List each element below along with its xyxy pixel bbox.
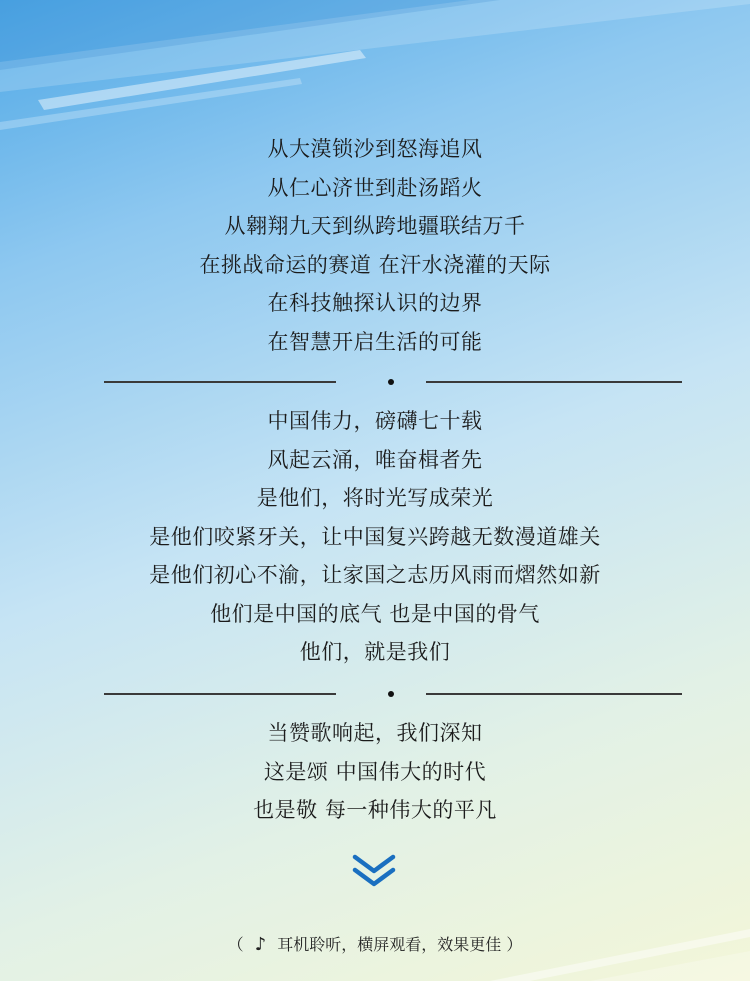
divider-line-right <box>426 693 682 695</box>
close-paren: ） <box>506 935 523 954</box>
poem-line: 这是颂 中国伟大的时代 <box>263 759 487 784</box>
poem-line: 当赞歌响起，我们深知 <box>267 721 483 745</box>
divider-line-left <box>104 381 336 383</box>
poem-line: 在科技触探认识的边界 <box>267 291 483 315</box>
tip-text: 耳机聆听，横屏观看，效果更佳 <box>277 935 502 954</box>
divider-line-left <box>104 693 336 695</box>
bottom-stripes-decoration <box>450 911 750 981</box>
section-divider <box>104 377 682 387</box>
music-note-icon: ♪ <box>254 934 267 955</box>
poem-line: 是他们，将时光写成荣光 <box>256 486 494 510</box>
poem-line: 他们是中国的底气 也是中国的骨气 <box>210 601 540 626</box>
poem-line: 在智慧开启生活的可能 <box>267 329 483 354</box>
divider-line-right <box>426 381 682 383</box>
poem-line: 从大漠锁沙到怒海追风 <box>267 137 483 161</box>
poem-line: 在挑战命运的赛道 在汗水浇灌的天际 <box>199 252 551 277</box>
section-divider <box>104 689 682 699</box>
poem-line: 他们，就是我们 <box>299 640 451 664</box>
divider-dot-icon <box>388 379 394 385</box>
poem-line: 从仁心济世到赴汤蹈火 <box>267 175 483 200</box>
stanza-2 <box>0 402 750 672</box>
poem-line: 风起云涌，唯奋楫者先 <box>267 447 483 472</box>
poem-line: 是他们咬紧牙关，让中国复兴跨越无数漫道雄关 <box>149 524 601 549</box>
top-stripes-decoration <box>0 0 750 150</box>
stanza-1 <box>0 130 750 361</box>
poem-line: 也是敬 每一种伟大的平凡 <box>253 798 497 822</box>
double-chevron-down-icon[interactable] <box>351 853 397 889</box>
poem-line: 从翱翔九天到纵跨地疆联结万千 <box>224 214 526 238</box>
stanza-3 <box>0 714 750 830</box>
divider-dot-icon <box>388 691 394 697</box>
open-paren: （ <box>227 935 244 954</box>
poem-line: 中国伟力，磅礴七十载 <box>267 409 483 433</box>
poem-line: 是他们初心不渝，让家国之志历风雨而熠然如新 <box>149 563 601 587</box>
